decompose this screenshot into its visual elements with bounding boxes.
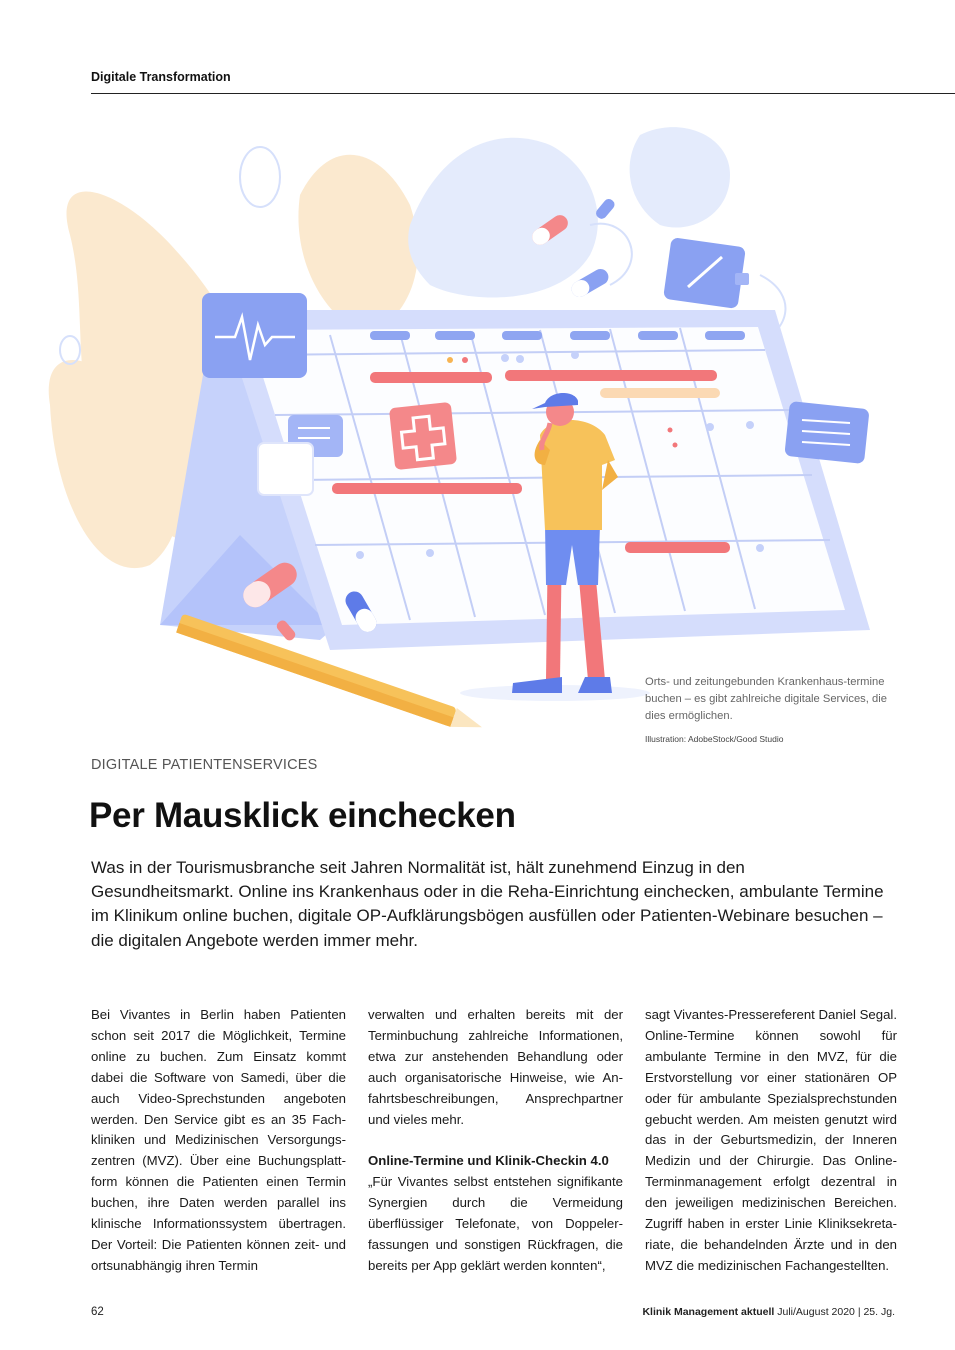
leaf-top	[298, 155, 417, 335]
column-2-text-1: verwalten und erhalten bereits mit der Terminbuchung zahlreiche Informationen, etwa zur anstehenden Behandlung oder auch organisatorische Hinweise, wie Anfahrtsbeschreibungen, Ansprechpartner und vieles mehr.	[368, 1007, 623, 1127]
page-number: 62	[91, 1306, 104, 1318]
text-column-1	[91, 1005, 346, 1277]
blank-card	[258, 443, 313, 495]
text-column-2	[368, 1005, 623, 1277]
medical-cross-card	[389, 402, 457, 470]
column-1-text: Bei Vivantes in Berlin haben Patienten schon seit 2017 die Möglichkeit, Termine online zu buchen. Zum Einsatz kommt dabei die Software von Samedi, über die auch Video-Sprechstunden angeboten werden. Den Service gibt es an 35 Fachkliniken und Medizinischen Versorgungszentren (MVZ). Über eine Buchungsplattform können die Patienten einen Termin buchen, ihre Daten werden parallel ins klinische Informationssystem übertragen. Der Vorteil: Die Patienten können zeit- und ortsunabhängig ihren Termin	[91, 1007, 346, 1273]
issue-date: Juli/August 2020	[777, 1306, 855, 1318]
figure-credit: Illustration: AdobeStock/Good Studio	[645, 734, 784, 744]
header-rule	[91, 93, 955, 94]
note-card-right	[784, 401, 869, 464]
subheading: Online-Termine und Klinik-Checkin 4.0	[368, 1153, 609, 1169]
column-2-text-2: „Für Vivantes selbst entstehen signifikante Synergien durch die Vermeidung überflüssiger Telefonate, von Doppelerfassungen und sonstigen Rückfragen, die bereits per App geklärt werden konnten“,	[368, 1174, 623, 1273]
volume: 25. Jg.	[863, 1306, 895, 1318]
text-column-3	[645, 1005, 897, 1277]
section-label: Digitale Transformation	[91, 70, 231, 84]
article-kicker: DIGITALE PATIENTENSERVICES	[91, 757, 318, 773]
calendar-illustration	[30, 105, 930, 745]
column-3-text: sagt Vivantes-Pressereferent Daniel Segal. Online-Termine können sowohl für ambulante Termine in den MVZ, für die Erstvorstellung vor einer stationären OP oder für ambulante Spezialsprechstunden gebucht werden. Am meisten genutzt wird das in der Geburtsmedizin, der Inneren Medizin und der Chirurgie. Das Online-Terminmanagement erfolgt dezentral in den jeweiligen medizinischen Bereichen. Zugriff haben in erster Linie Kliniksekretariate, die behandelnden Ärzte und in den MVZ die medizinischen Fachangestellten.	[645, 1007, 897, 1273]
article-lead: Was in der Tourismusbranche seit Jahren Normalität ist, hält zunehmend Einzug in den Gesundheitsmarkt. Online ins Krankenhaus oder in die Reha-Einrichtung einchecken, ambulante Termine im Klinikum online buchen, digitale OP-Aufklärungsbögen ausfüllen oder Patienten-Webinare besuchen – die digitalen Angebote werden immer mehr.	[91, 858, 884, 950]
figure-caption: Orts- und zeitungebunden Krankenhaus-termine buchen – es gibt zahlreiche digitale Services, die dies ermöglichen.	[645, 676, 887, 722]
syringe-card	[663, 237, 749, 309]
magazine-name: Klinik Management aktuell	[642, 1306, 775, 1318]
footer-separator: |	[857, 1306, 861, 1318]
footer-publication	[642, 1306, 895, 1318]
article-title: Per Mausklick einchecken	[89, 796, 516, 835]
heart-rate-card	[202, 293, 307, 378]
